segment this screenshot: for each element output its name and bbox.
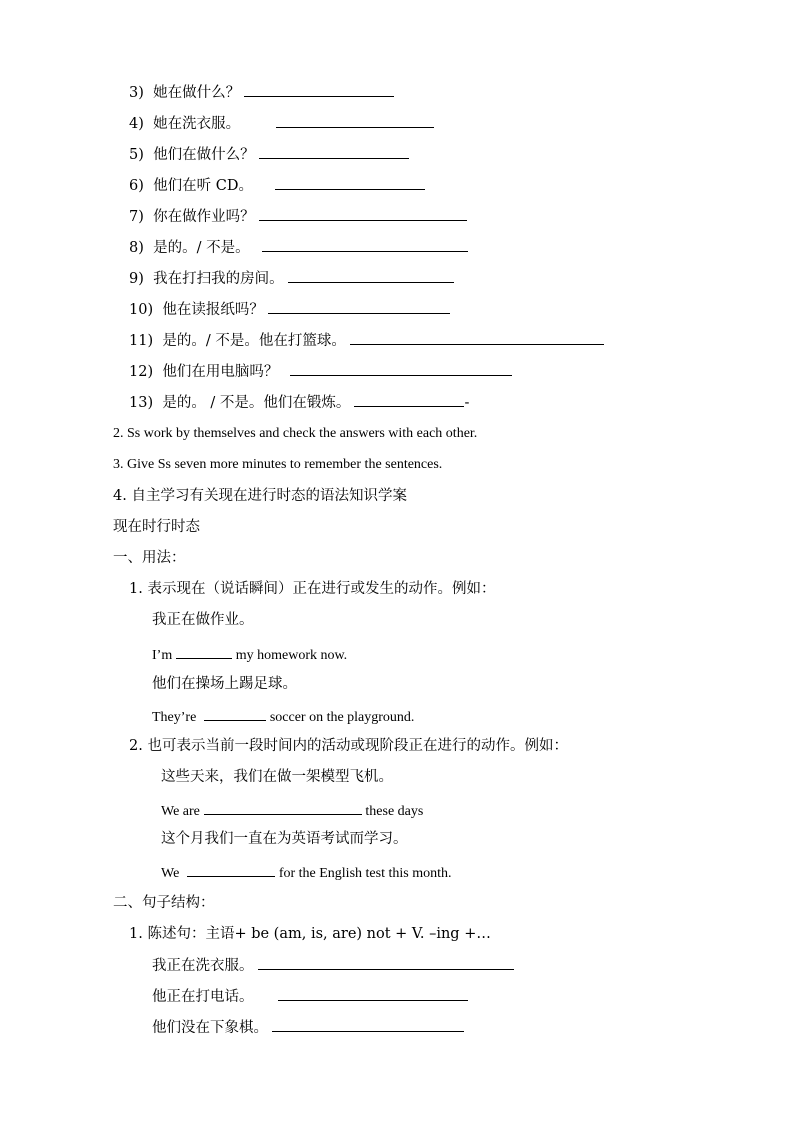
item-number: 9): [129, 271, 144, 287]
example-en-end: my homework now.: [235, 648, 348, 663]
exercise-item: [129, 113, 434, 134]
item-text: 他在读报纸吗？: [162, 302, 264, 318]
answer-blank[interactable]: [259, 206, 467, 221]
exercise-item: [129, 361, 512, 382]
example-en: [161, 862, 451, 884]
item-number: 5): [129, 147, 144, 163]
example-en-end: for the English test this month.: [278, 866, 452, 881]
item-text: 是的。/ 不是。: [153, 240, 250, 256]
exercise-item: [129, 175, 425, 196]
item-number: 6): [129, 178, 144, 194]
example-cn: 我正在做作业。: [152, 612, 254, 628]
item-number: 7): [129, 209, 144, 225]
usage-1-label: 1. 表示现在（说话瞬间）正在进行或发生的动作。例如：: [129, 581, 496, 597]
answer-blank[interactable]: [288, 268, 454, 283]
answer-blank[interactable]: [244, 82, 394, 97]
item-number: 13): [129, 395, 154, 411]
answer-blank[interactable]: [272, 1017, 464, 1032]
structure-sentence-text: 他们没在下象棋。: [152, 1020, 268, 1036]
example-cn: 这个月我们一直在为英语考试而学习。: [161, 831, 408, 847]
item-text: 她在做什么？: [153, 85, 241, 101]
usage-2-label: 2. 也可表示当前一段时间内的活动或现阶段正在进行的动作。例如：: [129, 738, 568, 754]
answer-blank[interactable]: [268, 299, 450, 314]
exercise-item: [129, 299, 450, 320]
example-en: [152, 706, 414, 728]
answer-blank[interactable]: [276, 113, 434, 128]
step-3: 3. Give Ss seven more minutes to remember the sentences.: [113, 457, 443, 472]
structure-sentence-text: 我正在洗衣服。: [152, 958, 254, 974]
answer-blank[interactable]: [278, 986, 468, 1001]
example-en-end: these days: [365, 804, 424, 819]
exercise-item: [129, 237, 468, 258]
example-en-start: I’m: [152, 648, 173, 663]
answer-blank[interactable]: [204, 706, 266, 721]
answer-blank[interactable]: [204, 800, 362, 815]
answer-blank[interactable]: [262, 237, 468, 252]
example-en: [152, 644, 347, 666]
answer-blank[interactable]: [275, 175, 425, 190]
step-4: 4. 自主学习有关现在进行时态的语法知识学案: [113, 488, 407, 504]
item-text: 他们在用电脑吗？: [162, 364, 279, 380]
item-number: 11): [129, 333, 154, 349]
exercise-item: [129, 82, 394, 103]
usage-heading: 一、用法：: [113, 550, 186, 566]
item-text: 他们在听 CD。: [153, 178, 253, 194]
structure-sentence-text: 他正在打电话。: [152, 989, 254, 1005]
step-2: 2. Ss work by themselves and check the answers with each other.: [113, 426, 478, 441]
answer-blank[interactable]: [354, 392, 464, 407]
structure-sentence: [152, 986, 468, 1007]
item-text: 她在洗衣服。: [153, 116, 241, 132]
item-text: 你在做作业吗？: [153, 209, 255, 225]
item-text: 是的。/ 不是。他在打篮球。: [162, 333, 346, 349]
answer-blank[interactable]: [259, 144, 409, 159]
exercise-item: [129, 206, 467, 227]
answer-blank[interactable]: [350, 330, 604, 345]
example-en-start: We: [161, 866, 180, 881]
item-text: 我在打扫我的房间。: [153, 271, 284, 287]
grammar-title: 现在时行时态: [113, 519, 200, 535]
example-en-end: soccer on the playground.: [269, 710, 415, 725]
exercise-item: [129, 144, 409, 165]
example-cn: 他们在操场上踢足球。: [152, 676, 297, 692]
structure-1-label: 1. 陈述句：主语+ be (am, is, are) not + V. –ing +…: [129, 926, 491, 942]
example-en: [161, 800, 423, 822]
exercise-item: [129, 330, 604, 351]
item-number: 12): [129, 364, 154, 380]
exercise-item: [129, 268, 454, 289]
example-en-start: We are: [161, 804, 200, 819]
structure-heading: 二、句子结构：: [113, 895, 215, 911]
item-number: 3): [129, 85, 144, 101]
example-en-start: They’re: [152, 710, 197, 725]
exercise-item: [129, 392, 469, 413]
structure-sentence: [152, 1017, 464, 1038]
item-text: 是的。 / 不是。他们在锻炼。: [162, 395, 351, 411]
item-number: 8): [129, 240, 144, 256]
item-number: 4): [129, 116, 144, 132]
item-number: 10): [129, 302, 154, 318]
item-text: 他们在做什么？: [153, 147, 255, 163]
answer-blank[interactable]: [258, 955, 514, 970]
answer-blank[interactable]: [187, 862, 275, 877]
trailing-dash: -: [464, 395, 470, 411]
answer-blank[interactable]: [290, 361, 512, 376]
example-cn: 这些天来，我们在做一架模型飞机。: [161, 769, 393, 785]
structure-sentence: [152, 955, 514, 976]
answer-blank[interactable]: [176, 644, 232, 659]
